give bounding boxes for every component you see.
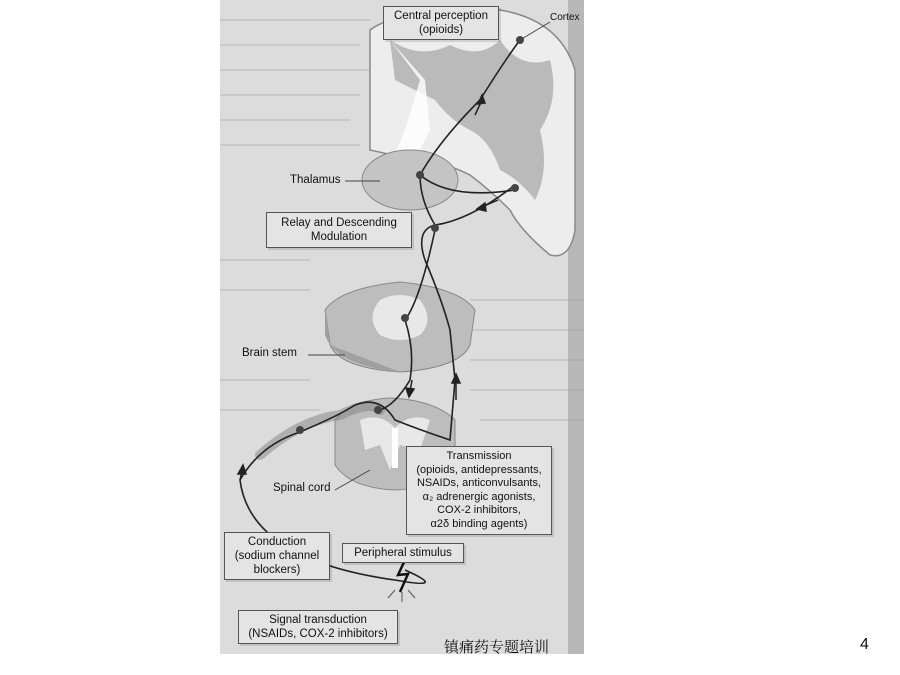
transmission-line-1: Transmission — [446, 450, 512, 462]
signal-transduction-line-1: Signal transduction — [269, 614, 367, 626]
relay-modulation-box — [266, 212, 412, 248]
peripheral-stimulus-box: Peripheral stimulus — [342, 543, 464, 563]
stimulus-bolt-icon — [398, 560, 408, 592]
footer-title: 镇痛药专题培训 — [444, 638, 550, 656]
relay-modulation-line-1: Relay and Descending — [281, 217, 397, 229]
spinal-cord-label: Spinal cord — [273, 482, 331, 494]
central-perception-line-1: Central perception — [394, 10, 488, 22]
pain-pathway-figure — [220, 0, 584, 654]
transmission-line-4: α₂ adrenergic agonists, — [422, 490, 536, 503]
transmission-line-3: NSAIDs, anticonvulsants, — [416, 477, 542, 489]
transmission-line-2: (opioids, antidepressants, — [416, 463, 542, 476]
transmission-line-6: α2δ binding agents) — [430, 517, 528, 530]
conduction-line-1: Conduction — [247, 536, 307, 548]
relay-modulation-line-2: Modulation — [310, 231, 368, 243]
stimulus-rays-icon — [388, 590, 415, 602]
thalamus-label: Thalamus — [290, 174, 341, 186]
transmission-box — [406, 446, 552, 535]
conduction-box — [224, 532, 330, 580]
thalamus-shape — [362, 150, 458, 210]
page-number: 4 — [860, 636, 869, 653]
signal-transduction-box — [238, 610, 398, 644]
conduction-line-2: (sodium channel — [234, 550, 320, 562]
transmission-line-5: COX-2 inhibitors, — [437, 504, 521, 516]
central-perception-box — [383, 6, 499, 40]
central-perception-line-2: (opioids) — [418, 24, 464, 36]
signal-transduction-line-2: (NSAIDs, COX-2 inhibitors) — [248, 628, 388, 640]
conduction-line-3: blockers) — [253, 564, 301, 576]
brain-stem-label: Brain stem — [242, 347, 297, 359]
cortex-label: Cortex — [550, 12, 580, 23]
